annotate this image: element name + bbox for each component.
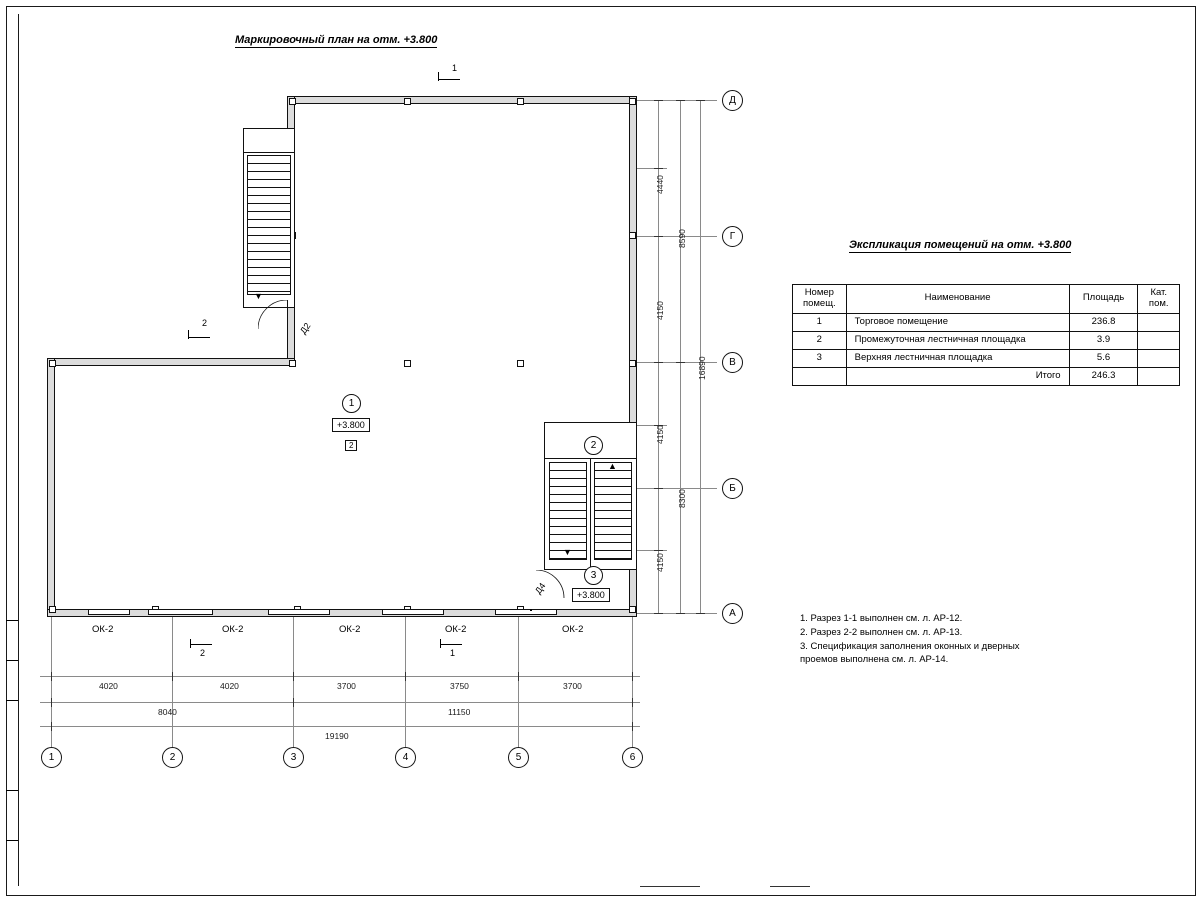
column-marker — [629, 606, 636, 613]
column-marker — [289, 98, 296, 105]
header-category — [1138, 285, 1180, 314]
cell-area: 236.8 — [1069, 313, 1138, 331]
section-mark-left-label: 2 — [202, 318, 208, 328]
room-number-1: 1 — [342, 394, 361, 413]
cell-total-blank — [793, 367, 847, 385]
header-category-line1: Кат. — [1150, 287, 1167, 298]
wall-left-lower — [47, 358, 55, 617]
dim-tick — [696, 100, 705, 101]
stair-flight-upper — [247, 155, 291, 295]
section-line-bottom-2 — [190, 644, 212, 645]
window-opening — [88, 609, 130, 615]
column-marker — [289, 360, 296, 367]
level-tag-room-3: +3.800 — [572, 588, 610, 602]
note-4: проемов выполнена см. л. АР-14. — [800, 654, 949, 666]
window-label-ok2-5: ОК-2 — [562, 624, 584, 635]
dim-tick — [696, 613, 705, 614]
axis-bubble-b: Б — [722, 478, 743, 499]
section-line-top — [438, 79, 460, 80]
plan-title: Маркировочный план на отм. +3.800 — [235, 34, 438, 46]
table-row — [793, 349, 1180, 367]
dim-tick — [293, 698, 294, 707]
axis-ext-4 — [405, 617, 406, 747]
dim-tick — [654, 362, 663, 363]
table-row — [793, 313, 1180, 331]
section-mark-top-label: 1 — [452, 63, 458, 73]
header-number-line1: Номер — [804, 287, 834, 298]
margin-line-c — [6, 700, 18, 701]
stair-direction-arrow-down-upper: ▼ — [254, 291, 263, 301]
dim-tick — [654, 550, 663, 551]
cell-name: Промежуточная лестничная площадка — [846, 331, 1069, 349]
dim-tick — [654, 168, 663, 169]
margin-line-e — [6, 840, 18, 841]
dim-chain-v-mid — [680, 100, 681, 613]
dim-chain-h-inner — [40, 676, 640, 677]
room-number-3: 3 — [584, 566, 603, 585]
axis-ext-3 — [293, 617, 294, 747]
axis-ext-2 — [172, 617, 173, 747]
cell-total-category — [1138, 367, 1180, 385]
cell-number: 3 — [793, 349, 847, 367]
dim-tick — [654, 236, 663, 237]
notes-block — [800, 612, 1020, 667]
cell-category — [1138, 331, 1180, 349]
stair-direction-arrow-down-lower: ▼ — [563, 547, 572, 557]
dim-tick — [676, 100, 685, 101]
vertical-dim-8300: 8300 — [677, 489, 687, 508]
cell-name: Торговое помещение — [846, 313, 1069, 331]
column-marker — [404, 360, 411, 367]
cell-category — [1138, 349, 1180, 367]
window-opening — [268, 609, 330, 615]
note-2: 2. Разрез 2-2 выполнен см. л. АР-13. — [800, 626, 963, 638]
header-name: Наименование — [846, 285, 1069, 314]
dim-tick — [632, 672, 633, 681]
axis-bubble-5: 5 — [508, 747, 529, 768]
cell-number: 1 — [793, 313, 847, 331]
dim-tick — [405, 672, 406, 681]
door-d2-swing — [258, 300, 298, 358]
axis-bubble-d: Д — [722, 90, 743, 111]
section-line-bottom-1 — [440, 644, 462, 645]
horizontal-dim-3700-a: 3700 — [337, 681, 356, 691]
dim-chain-h-outer — [40, 726, 640, 727]
wall-top-upper — [287, 96, 637, 104]
vertical-dim-4150-c: 4150 — [655, 553, 665, 572]
margin-line-a — [6, 620, 18, 621]
vertical-dim-8590: 8590 — [677, 229, 687, 248]
cell-total-label: Итого — [846, 367, 1069, 385]
window-label-ok2-2: ОК-2 — [222, 624, 244, 635]
dim-tick — [293, 672, 294, 681]
header-category-line2: пом. — [1148, 297, 1169, 309]
cell-area: 5.6 — [1069, 349, 1138, 367]
vertical-dim-16890: 16890 — [697, 356, 707, 380]
bottom-stub-line — [640, 886, 700, 887]
column-marker — [517, 98, 524, 105]
window-opening — [148, 609, 213, 615]
note-1: 1. Разрез 1-1 выполнен см. л. АР-12. — [800, 613, 963, 624]
cell-name: Верхняя лестничная площадка — [846, 349, 1069, 367]
dim-tick — [51, 672, 52, 681]
section-mark-bottom1-label: 1 — [450, 648, 456, 658]
stair-lower-mid-wall — [590, 458, 591, 570]
horizontal-dim-19190: 19190 — [325, 731, 349, 741]
note-3: 3. Спецификация заполнения оконных и дверных — [800, 640, 1020, 652]
axis-bubble-2: 2 — [162, 747, 183, 768]
wall-notch-horizontal — [47, 358, 295, 366]
cell-category — [1138, 313, 1180, 331]
vertical-dim-4150-a: 4150 — [655, 301, 665, 320]
column-marker — [517, 360, 524, 367]
cell-area: 3.9 — [1069, 331, 1138, 349]
axis-bubble-a: А — [722, 603, 743, 624]
section-tick-top — [438, 72, 439, 81]
axis-bubble-3: 3 — [283, 747, 304, 768]
dim-tick — [654, 613, 663, 614]
bottom-stub-line-2 — [770, 886, 810, 887]
column-marker — [629, 232, 636, 239]
axis-bubble-g: Г — [722, 226, 743, 247]
dim-tick — [632, 722, 633, 731]
window-label-ok2-4: ОК-2 — [445, 624, 467, 635]
dim-tick — [654, 488, 663, 489]
dim-tick — [676, 362, 685, 363]
axis-bubble-6: 6 — [622, 747, 643, 768]
axis-bubble-4: 4 — [395, 747, 416, 768]
stair-direction-arrow-up-lower: ▲ — [608, 461, 617, 471]
margin-line-b — [6, 660, 18, 661]
room-1-sub-tag: 2 — [345, 440, 357, 451]
margin-line-d — [6, 790, 18, 791]
dim-tick — [654, 100, 663, 101]
dim-tick — [51, 698, 52, 707]
table-header-row — [793, 285, 1180, 314]
section-tick-bottom-1 — [440, 639, 441, 648]
axis-bubble-1: 1 — [41, 747, 62, 768]
section-tick-left — [188, 330, 189, 339]
column-marker — [49, 606, 56, 613]
explication-table — [792, 284, 1180, 386]
dim-tick — [676, 613, 685, 614]
vertical-dim-4150-b: 4150 — [655, 425, 665, 444]
column-marker — [404, 98, 411, 105]
horizontal-dim-3700-b: 3700 — [563, 681, 582, 691]
door-d4-leaf — [530, 609, 532, 611]
room-number-2: 2 — [584, 436, 603, 455]
stair-flight-lower-right — [594, 462, 632, 560]
table-title: Экспликация помещений на отм. +3.800 — [849, 239, 1072, 251]
column-marker — [49, 360, 56, 367]
section-tick-bottom-2 — [190, 639, 191, 648]
stair-upper-top-band — [243, 152, 295, 153]
door-label-d2: Д2 — [298, 320, 313, 336]
table-total-row — [793, 367, 1180, 385]
column-marker — [629, 98, 636, 105]
dim-tick — [51, 722, 52, 731]
vertical-dim-4440: 4440 — [655, 175, 665, 194]
header-number — [793, 285, 847, 314]
dim-tick — [632, 698, 633, 707]
door-d4-swing — [536, 570, 566, 612]
section-line-left — [188, 337, 210, 338]
header-area: Площадь — [1069, 285, 1138, 314]
stair-flight-lower-left — [549, 462, 587, 560]
axis-ext-5 — [518, 617, 519, 747]
window-label-ok2-1: ОК-2 — [92, 624, 114, 635]
door-label-d4: Д4 — [533, 580, 548, 596]
horizontal-dim-8040: 8040 — [158, 707, 177, 717]
column-marker — [629, 360, 636, 367]
dim-tick — [518, 672, 519, 681]
horizontal-dim-11150: 11150 — [448, 707, 471, 717]
header-number-line2: помещ. — [802, 297, 836, 309]
horizontal-dim-4020-b: 4020 — [220, 681, 239, 691]
horizontal-dim-3750: 3750 — [450, 681, 469, 691]
axis-bubble-v: В — [722, 352, 743, 373]
section-mark-bottom2-label: 2 — [200, 648, 206, 658]
cell-total-area: 246.3 — [1069, 367, 1138, 385]
window-opening — [382, 609, 444, 615]
window-label-ok2-3: ОК-2 — [339, 624, 361, 635]
table-row — [793, 331, 1180, 349]
horizontal-dim-4020-a: 4020 — [99, 681, 118, 691]
level-tag-room-1: +3.800 — [332, 418, 370, 432]
cell-number: 2 — [793, 331, 847, 349]
dim-tick — [172, 672, 173, 681]
dim-chain-h-mid — [40, 702, 640, 703]
